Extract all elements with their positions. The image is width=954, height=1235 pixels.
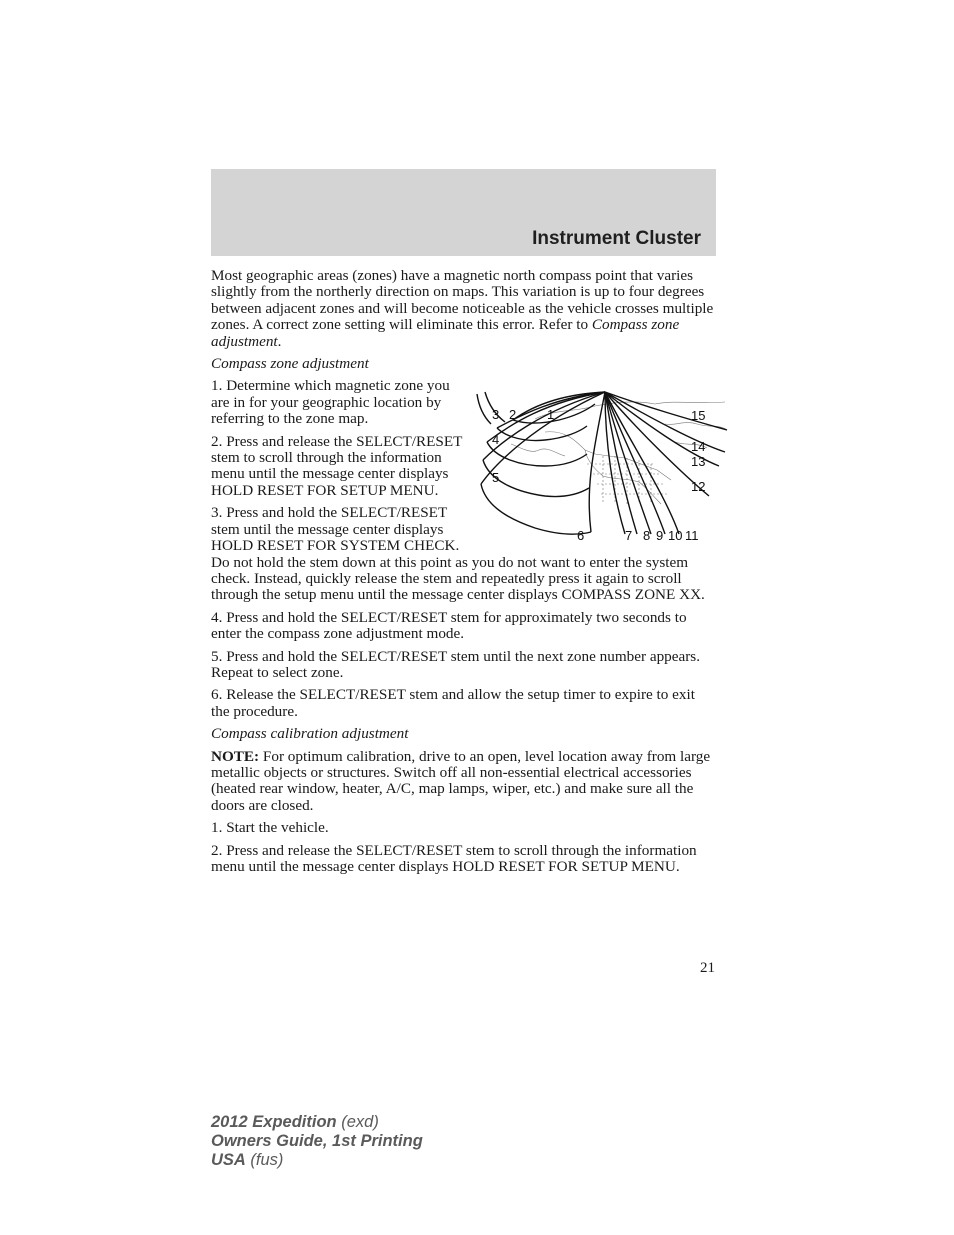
zone-step: 4. Press and hold the SELECT/RESET stem for approximately two seconds to enter the compass zone adjustment mode.: [211, 608, 687, 643]
footer-model-line: [211, 1113, 423, 1132]
footer-region-code: (fus): [245, 1151, 284, 1169]
note-label: NOTE:: [211, 747, 260, 765]
calibration-step: 1. Start the vehicle.: [211, 819, 329, 837]
calibration-note: [211, 749, 717, 815]
footer-region: USA: [211, 1151, 246, 1169]
zone-label: 15: [691, 408, 706, 424]
intro-end: .: [277, 332, 282, 350]
zone-label: 8: [643, 528, 651, 544]
zone-label: 13: [691, 454, 706, 470]
document-footer: [211, 1113, 423, 1170]
zone-label: 3: [492, 407, 500, 423]
calibration-step: 2. Press and release the SELECT/RESET stem to scroll through the information menu until the message center displays HOLD RESET FOR SETUP MENU.: [211, 841, 697, 875]
zone-label: 1: [547, 407, 555, 423]
zone-step: 2. Press and release the SELECT/RESET stem to scroll through the information menu until the message center displays HOLD RESET FOR SETUP MENU.: [211, 432, 463, 499]
zone-label: 5: [492, 470, 500, 486]
zone-step: 5. Press and hold the SELECT/RESET stem until the next zone number appears. Repeat to select zone.: [211, 647, 701, 681]
intro-paragraph: [211, 268, 717, 350]
zone-label: 4: [492, 432, 500, 448]
zone-step: 1. Determine which magnetic zone you are in for your geographic location by referring to the zone map.: [211, 377, 450, 428]
zone-label: 14: [691, 439, 706, 455]
compass-zone-map: [475, 384, 729, 546]
zone-adjustment-heading: Compass zone adjustment: [211, 355, 369, 373]
zone-label: 11: [685, 528, 699, 544]
footer-region-line: [211, 1151, 423, 1170]
zone-step: 6. Release the SELECT/RESET stem and allow the setup timer to expire to exit the procedure.: [211, 686, 695, 720]
page-content: [211, 268, 717, 881]
footer-model-code: (exd): [336, 1113, 379, 1131]
zone-step: 3. Press and hold the SELECT/RESET stem until the message center displays HOLD RESET FOR SYSTEM CHECK. Do not hold the stem down at this point as you do not want to enter the system check. Instead, quickly release the stem and repeatedly press it again to scroll through the setup menu until the message center displays COMPASS ZONE XX.: [211, 504, 705, 604]
footer-model: 2012 Expedition: [211, 1113, 337, 1131]
note-text: For optimum calibration, drive to an open, level location away from large metallic objects or structures. Switch off all non-essential electrical accessories (heated rear window, heater, A/C, map lamps, wiper, etc.) and make sure all the doors are closed.: [211, 747, 711, 814]
zone-label: 10: [668, 528, 683, 544]
intro-text: Most geographic areas (zones) have a magnetic north compass point that varies slightly from the northerly direction on maps. This variation is up to four degrees between adjacent zones and will become noticeable as the vehicle crosses multiple zones. A correct zone setting will eliminate this error. Refer to: [211, 267, 714, 334]
section-title: Instrument Cluster: [532, 228, 701, 249]
section-header-band: [211, 169, 716, 256]
zone-label: 12: [691, 479, 706, 495]
zone-label: 6: [577, 528, 585, 544]
zone-label: 2: [509, 407, 517, 423]
zone-label: 9: [656, 528, 664, 544]
page-number: 21: [700, 960, 715, 976]
intro-cross-reference: Compass zone adjustment: [211, 316, 680, 350]
zone-label: 7: [625, 528, 633, 544]
zone-map-illustration: [475, 384, 729, 546]
footer-guide-line: Owners Guide, 1st Printing: [211, 1132, 423, 1150]
calibration-heading: Compass calibration adjustment: [211, 725, 409, 743]
